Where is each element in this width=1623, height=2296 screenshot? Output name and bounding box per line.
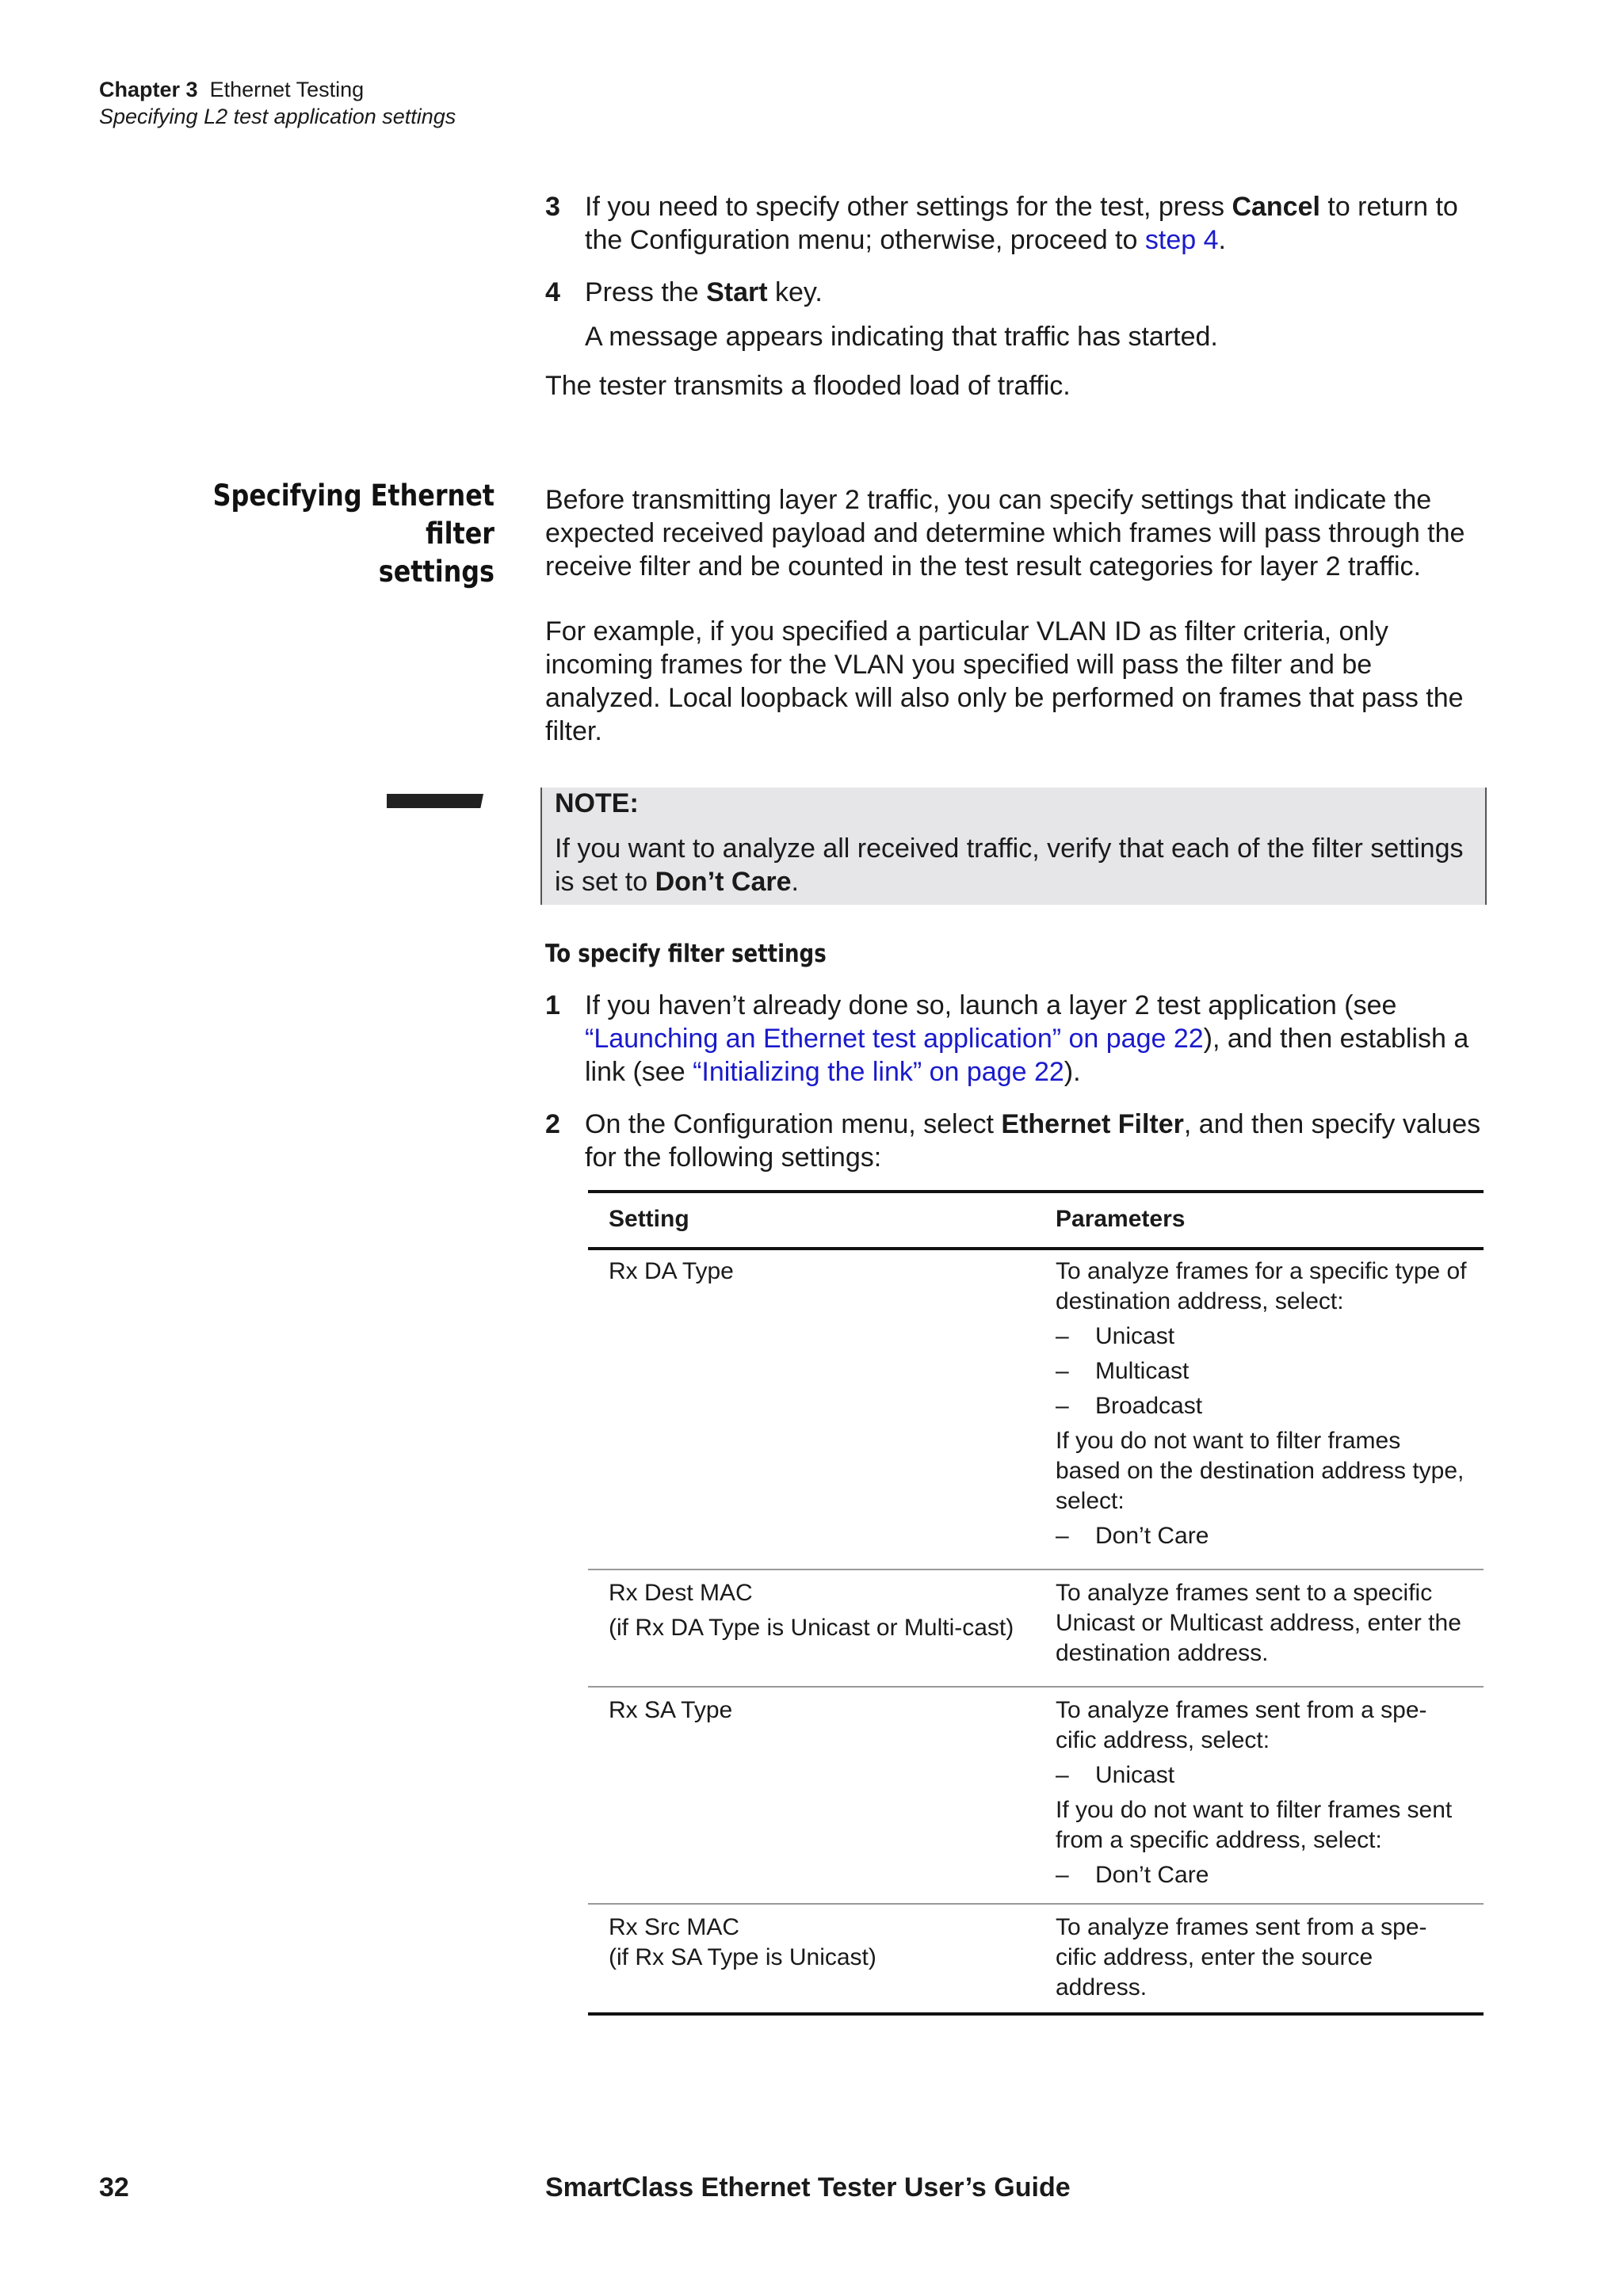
column-header-setting: Setting (609, 1206, 689, 1232)
step-4-message: A message appears indicating that traffic has started. (585, 322, 1218, 352)
step-3 (545, 190, 1488, 257)
table-row-setting: Rx SA Type (609, 1697, 733, 1723)
list-item: – Don’t Care (1056, 1523, 1209, 1549)
chapter-title: Ethernet Testing (209, 78, 365, 101)
section-paragraph-1: Before transmitting layer 2 traffic, you can specify settings that indicate the expected received payload and determine which frames will pass through the receive filter and be counted in the test result categories for layer 2 traffic. (545, 485, 1465, 582)
step-text: If you haven’t already done so, launch a layer 2 test application (see “Launching an Ethernet test application” on page 22), and then establish a link (see “Initializing the link” on page 22). (585, 990, 1469, 1087)
table-row-setting: Rx Dest MAC (if Rx DA Type is Unicast or Multi-cast) (609, 1580, 1014, 1641)
table-top-rule (588, 1190, 1484, 1193)
launching-app-link[interactable]: “Launching an Ethernet test application” on page 22 (585, 1024, 1204, 1054)
procedure-step-1 (545, 989, 1488, 1089)
table-row-setting: Rx DA Type (609, 1258, 734, 1284)
step-text: If you need to specify other settings for the test, press Cancel to return to the Configuration menu; otherwise, proceed to step 4. (585, 192, 1458, 255)
initializing-link-link[interactable]: “Initializing the link” on page 22 (693, 1057, 1064, 1087)
guide-title: SmartClass Ethernet Tester User’s Guide (545, 2172, 1071, 2203)
list-item: – Don’t Care (1056, 1862, 1209, 1888)
step-4 (545, 276, 1488, 353)
start-key-label: Start (706, 277, 768, 307)
list-item: – Multicast (1056, 1358, 1190, 1384)
step-number: 3 (545, 192, 560, 222)
cancel-key-label: Cancel (1232, 192, 1320, 222)
list-item: – Broadcast (1056, 1393, 1203, 1419)
running-header-chapter (99, 76, 364, 103)
list-item: – Unicast (1056, 1762, 1175, 1788)
step-text: On the Configuration menu, select Ethernet Filter, and then specify values for the following settings: (585, 1109, 1481, 1173)
note-marker (387, 794, 483, 808)
table-row-rule (588, 1686, 1484, 1688)
section-heading: Specifying Ethernet filter settings (212, 479, 495, 589)
step-text: Press the Start key. (585, 277, 823, 307)
dont-care-label: Don’t Care (655, 867, 792, 897)
step-number: 4 (545, 277, 560, 307)
section-paragraph-2: For example, if you specified a particular VLAN ID as filter criteria, only incoming frames for the VLAN you specified will pass the filter and be analyzed. Local loopback will also only be performed on frames that pass the filter. (545, 616, 1464, 746)
column-header-parameters: Parameters (1056, 1206, 1186, 1232)
table-row-parameters: To analyze frames sent to a specific Unicast or Multicast address, enter the destination address. (1056, 1580, 1461, 1666)
table-row-parameters: To analyze frames sent from a spe-cific address, enter the source address. (1056, 1914, 1427, 2000)
ethernet-filter-label: Ethernet Filter (1001, 1109, 1184, 1139)
step-4-link[interactable]: step 4 (1144, 225, 1219, 255)
procedure-step-2 (545, 1108, 1488, 1174)
table-row-rule (588, 1569, 1484, 1570)
chapter-label: Chapter 3 (99, 78, 198, 101)
table-bottom-rule (588, 2012, 1484, 2016)
procedure-title: To specify filter settings (545, 940, 827, 968)
result-text: The tester transmits a flooded load of traffic. (545, 371, 1071, 401)
table-row-rule (588, 1903, 1484, 1905)
step-number: 2 (545, 1109, 560, 1139)
note-text: If you want to analyze all received traffic, verify that each of the filter settings is set to Don’t Care. (555, 833, 1464, 897)
running-header-section: Specifying L2 test application settings (99, 105, 456, 128)
list-item: – Unicast (1056, 1323, 1175, 1349)
table-row-setting: Rx Src MAC (if Rx SA Type is Unicast) (609, 1914, 876, 1970)
table-row-parameters: To analyze frames for a specific type of destination address, select: – Unicast – Multicast – Broadcast If you do not want to filter frames based on the destination address type, select: – Don’t Care (1056, 1257, 1468, 1556)
page-number: 32 (99, 2172, 129, 2203)
note-title: NOTE: (555, 788, 639, 818)
step-number: 1 (545, 990, 560, 1020)
table-row-parameters: To analyze frames sent from a spe-cific address, select: – Unicast If you do not want to filter frames sent from a specific address, select: – Don’t Care (1056, 1695, 1468, 1895)
table-header-rule (588, 1247, 1484, 1250)
